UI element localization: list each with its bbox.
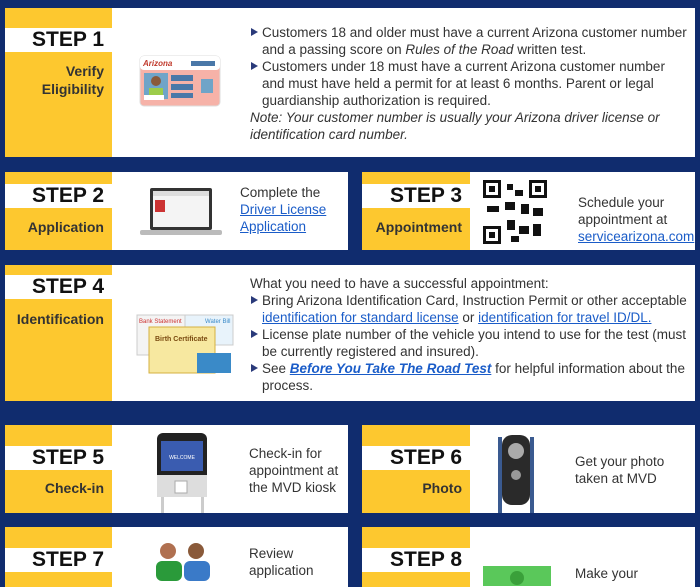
step-7-panel — [5, 527, 348, 587]
step-title: Appointment — [375, 219, 462, 235]
kiosk-icon — [155, 433, 209, 513]
bullet: Customers 18 and older must have a current Arizona customer number and a passing score on Rules of the Road written test. — [250, 24, 690, 58]
step-label: STEP 2 — [5, 184, 112, 208]
step-label: STEP 5 — [5, 446, 112, 470]
step-2-panel — [5, 172, 348, 250]
standard-license-id-link[interactable]: identification for standard license — [262, 310, 459, 325]
travel-id-link[interactable]: identification for travel ID/DL. — [478, 310, 652, 325]
qr-code-icon — [483, 180, 547, 244]
step-label: STEP 7 — [5, 548, 112, 572]
driver-license-application-link[interactable]: Driver License Application — [240, 202, 327, 234]
step-label: STEP 4 — [5, 275, 112, 299]
step-title: Identification — [16, 311, 104, 327]
bullet: See Before You Take The Road Test for helpful information about the process. — [250, 360, 690, 394]
svg-text:Arizona: Arizona — [143, 59, 173, 68]
people-icon — [148, 541, 218, 581]
documents-icon — [135, 313, 235, 375]
laptop-icon — [140, 186, 222, 238]
step-5-panel — [5, 425, 348, 513]
svg-text:Water Bill: Water Bill — [205, 319, 231, 325]
step-title: Check-in — [44, 480, 104, 496]
step-5-text: Check-in for appointment at the MVD kiosk — [249, 446, 339, 495]
svg-text:Bank Statement: Bank Statement — [139, 319, 182, 325]
step-7-text: Review application — [249, 546, 314, 578]
step-title: Application — [27, 219, 104, 235]
servicearizona-link[interactable]: servicearizona.com — [578, 229, 695, 244]
step-4-intro: What you need to have a successful appointment: — [250, 276, 549, 291]
svg-text:WELCOME: WELCOME — [169, 455, 195, 461]
step-8-panel — [362, 527, 695, 587]
step-3-text: Schedule your appointment at — [578, 195, 668, 227]
step-4-panel — [5, 265, 695, 401]
step-6-text: Get your photo taken at MVD — [575, 454, 665, 486]
step-6-panel — [362, 425, 695, 513]
bullet: Bring Arizona Identification Card, Instruction Permit or other acceptable identification for standard license or identification for travel ID/DL. — [250, 292, 690, 326]
money-icon — [483, 566, 551, 586]
step-1-panel — [5, 8, 695, 157]
id-card-icon — [139, 55, 221, 107]
step-2-text: Complete the — [240, 185, 321, 200]
step-1-text — [250, 24, 690, 143]
note: Note: Your customer number is usually your Arizona driver license or identification card number. — [250, 110, 660, 142]
svg-text:Birth Certificate: Birth Certificate — [155, 336, 208, 343]
step-label: STEP 1 — [5, 28, 112, 52]
step-title: Photo — [422, 480, 462, 496]
step-3-panel — [362, 172, 695, 250]
camera-icon — [498, 435, 534, 513]
step-label: STEP 3 — [362, 184, 470, 208]
step-8-text: Make your — [575, 566, 639, 581]
step-label: STEP 6 — [362, 446, 470, 470]
road-test-link[interactable]: Before You Take The Road Test — [289, 361, 492, 376]
step-title: Verify Eligibility — [41, 63, 104, 97]
bullet: Customers under 18 must have a current Arizona customer number and must have held a permit for at least 6 months. Parent or legal guardianship authorization is required. — [250, 58, 690, 109]
bullet: License plate number of the vehicle you intend to use for the test (must be currently registered and insured). — [250, 326, 690, 360]
step-label: STEP 8 — [362, 548, 470, 572]
